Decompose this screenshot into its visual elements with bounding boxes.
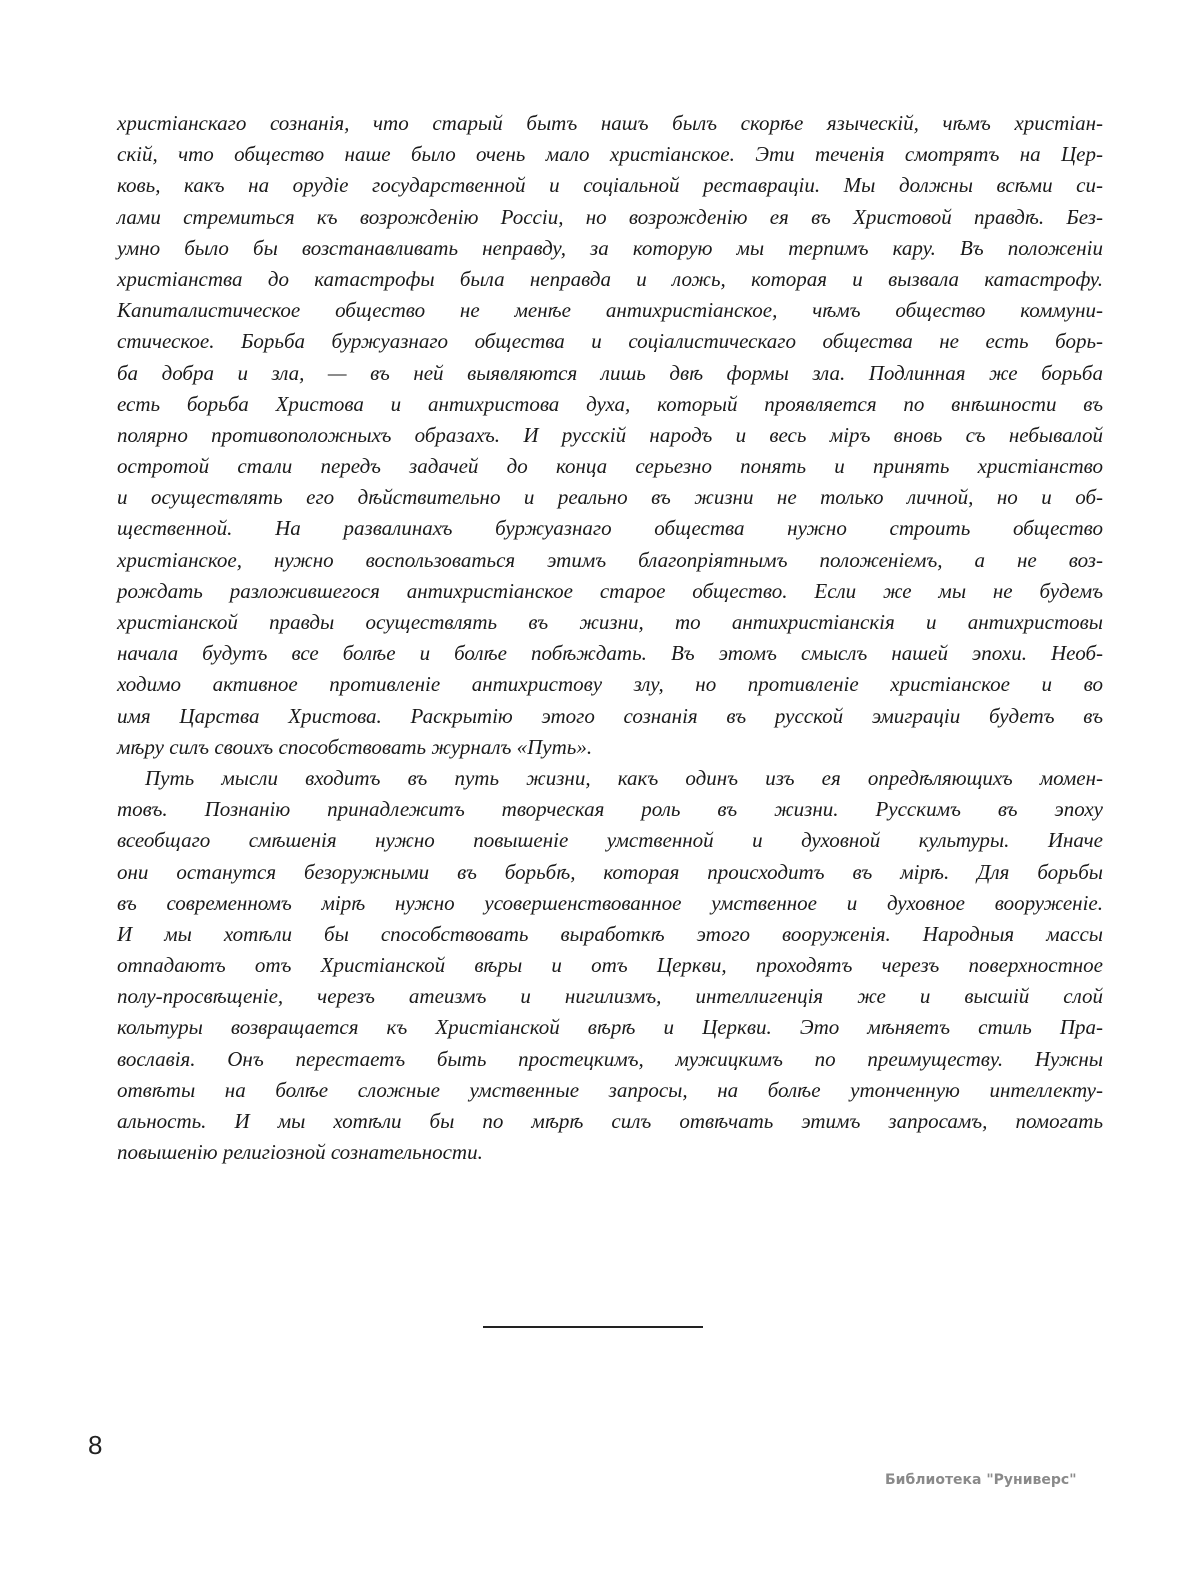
text-line: Путь мысли входитъ въ путь жизни, какъ одинъ изъ ея опредѣляющихъ момен- (145, 765, 1103, 790)
text-line: умно было бы возстанавливать неправду, за которую мы терпимъ кару. Въ положеніи (117, 235, 1103, 260)
text-line: и осуществлять его дѣйствительно и реально въ жизни не только личной, но и об- (117, 485, 1103, 510)
text-line: рождать разложившегося антихристіанское старое общество. Если же мы не будемъ (117, 578, 1103, 603)
text-line: въ современномъ мірѣ нужно усовершенствованное умственное и духовное вооруженіе. (117, 890, 1103, 915)
text-line: Капиталистическое общество не менѣе антихристіанское, чѣмъ общество коммуни- (117, 298, 1103, 323)
text-line: И мы хотѣли бы способствовать выработкѣ этого вооруженія. Народныя массы (117, 921, 1103, 946)
text-line: имя Царства Христова. Раскрытію этого сознанія въ русской эмиграціи будетъ въ (117, 703, 1103, 728)
text-line: ба добра и зла, — въ ней выявляются лишь двѣ формы зла. Подлинная же борьба (117, 360, 1103, 385)
text-line: кольтуры возвращается къ Христіанской вѣрѣ и Церкви. Это мѣняетъ стиль Пра- (117, 1015, 1103, 1040)
text-line: остротой стали передъ задачей до конца серьезно понять и принять христіанство (117, 454, 1103, 479)
text-line: они останутся безоружными въ борьбѣ, которая происходитъ въ мірѣ. Для борьбы (117, 859, 1103, 884)
text-line: христіанское, нужно воспользоваться этимъ благопріятнымъ положеніемъ, а не воз- (117, 547, 1103, 572)
text-line: стическое. Борьба буржуазнаго общества и соціалистическаго общества не есть борь- (117, 329, 1103, 354)
text-line: скій, что общество наше было очень мало христіанское. Эти теченія смотрятъ на Цер- (117, 142, 1103, 167)
text-line: лами стремиться къ возрожденію Россіи, но возрожденію ея въ Христовой правдѣ. Без- (117, 204, 1103, 229)
page-number: 8 (88, 1430, 103, 1460)
text-line: товъ. Познанію принадлежитъ творческая роль въ жизни. Русскимъ въ эпоху (117, 797, 1103, 822)
text-line: есть борьба Христова и антихристова духа, который проявляется по внѣшности въ (117, 391, 1103, 416)
text-line: полярно противоположныхъ образахъ. И русскій народъ и весь міръ вновь съ небывалой (117, 422, 1103, 447)
text-line: христіанской правды осуществлять въ жизни, то антихристіанскія и антихристовы (117, 610, 1103, 634)
text-line: начала будутъ все болѣе и болѣе побѣждать. Въ этомъ смыслъ нашей эпохи. Необ- (117, 641, 1103, 666)
text-line: мѣру силъ своихъ способствовать журналъ «Путь». (117, 734, 593, 759)
text-line: щественной. На развалинахъ буржуазнаго общества нужно строить общество (117, 516, 1103, 541)
library-watermark: Библиотека "Руниверс" (885, 1472, 1077, 1488)
text-line: повышенію религіозной сознательности. (117, 1140, 483, 1165)
section-divider (483, 1326, 703, 1328)
text-line: христіанства до катастрофы была неправда и ложь, которая и вызвала катастрофу. (117, 266, 1103, 291)
text-line: отвѣты на болѣе сложные умственные запросы, на болѣе утонченную интеллекту- (117, 1077, 1103, 1102)
text-line: христіанскаго сознанія, что старый бытъ нашъ былъ скорѣе языческій, чѣмъ христіан- (117, 111, 1103, 135)
text-line: вославія. Онъ перестаетъ быть простецкимъ, мужицкимъ по преимуществу. Нужны (117, 1046, 1103, 1071)
text-line: полу-просвѣщеніе, черезъ атеизмъ и нигилизмъ, интеллигенція же и высшій слой (117, 984, 1103, 1009)
text-line: отпадаютъ отъ Христіанской вѣры и отъ Церкви, проходятъ черезъ поверхностное (117, 953, 1103, 978)
text-line: всеобщаго смѣшенія нужно повышеніе умственной и духовной культуры. Иначе (117, 828, 1103, 853)
body-text (117, 108, 1103, 1168)
text-line: ходимо активное противленіе антихристову злу, но противленіе христіанское и во (117, 672, 1103, 697)
text-line: ковь, какъ на орудіе государственной и соціальной реставраціи. Мы должны всѣми си- (117, 173, 1103, 198)
text-line: альность. И мы хотѣли бы по мѣрѣ силъ отвѣчать этимъ запросамъ, помогать (117, 1109, 1103, 1133)
